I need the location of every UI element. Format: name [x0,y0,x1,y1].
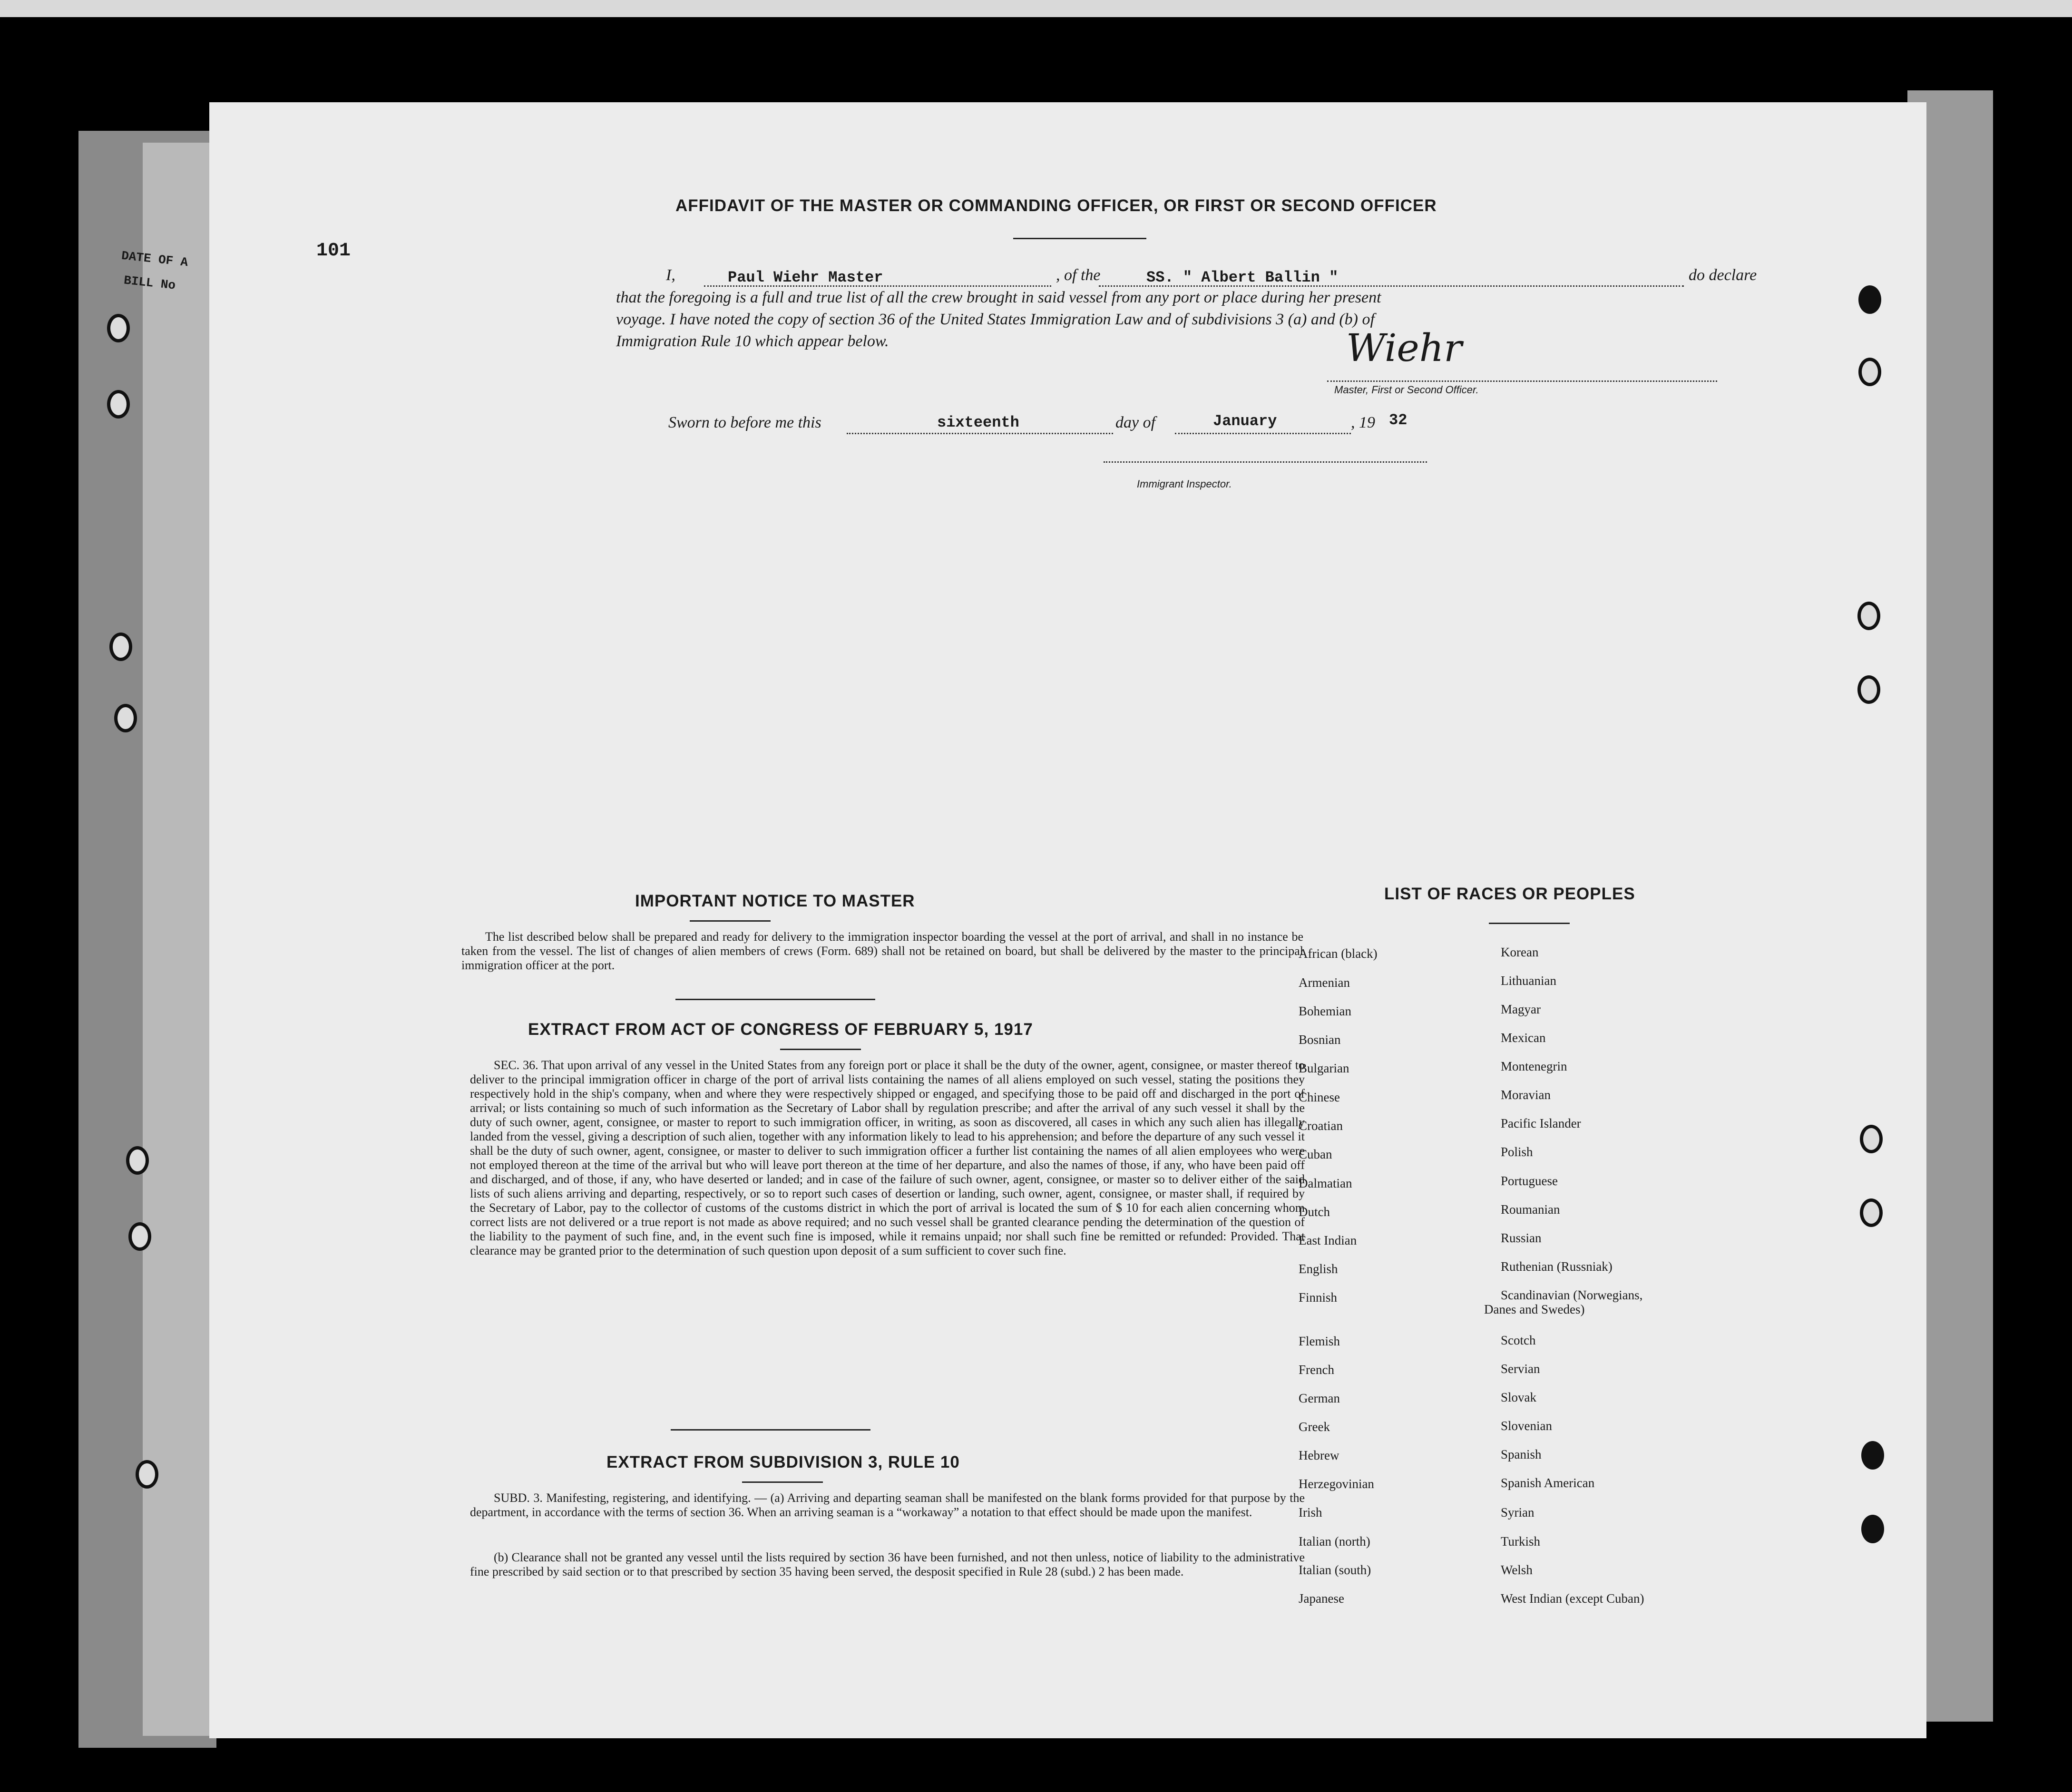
notice-title: IMPORTANT NOTICE TO MASTER [635,892,915,910]
race-item: Lithuanian [1501,974,1556,988]
race-item: Dalmatian [1299,1176,1352,1190]
race-item: Mexican [1501,1031,1546,1045]
race-item: Portuguese [1501,1174,1558,1188]
race-item: Chinese [1299,1090,1340,1104]
race-item: Polish [1501,1145,1533,1159]
race-item: West Indian (except Cuban) [1501,1591,1644,1606]
affidavit-title: AFFIDAVIT OF THE MASTER OR COMMANDING OFFICER, OR FIRST OR SECOND OFFICER [675,196,1437,215]
of-the-label: , of the [1056,266,1101,284]
binder-hole-icon [107,390,130,419]
name-value: Paul Wiehr Master [728,269,883,286]
race-item: East Indian [1299,1233,1357,1247]
binder-hole-icon [107,314,130,342]
race-item: Korean [1501,945,1539,959]
race-item: Bulgarian [1299,1061,1349,1075]
race-item: Russian [1501,1231,1542,1245]
extract-act-divider [671,1429,870,1431]
month-blank [1175,433,1351,434]
race-item: Italian (south) [1299,1563,1371,1577]
extract-act-underline [780,1049,861,1050]
binder-hole-icon [1858,358,1881,386]
binder-hole-icon [1857,602,1880,630]
extract-rule-para-b: (b) Clearance shall not be granted any vessel until the lists required by section 36 have been furnished, and not then unless, notice of liability to the administrative fine prescribed by said section or to that prescribed by section 35 having been served, the desposit specified in Rule 28 (subd.) 2 has been made. [470,1550,1305,1578]
race-item: Dutch [1299,1205,1330,1219]
race-item: Herzegovinian [1299,1477,1374,1491]
races-underline [1489,923,1570,924]
extract-act-title: EXTRACT FROM ACT OF CONGRESS OF FEBRUARY 5, 1917 [528,1020,1033,1039]
binder-hole-icon [1860,1198,1883,1227]
notice-underline [690,920,771,922]
race-item: Hebrew [1299,1448,1339,1462]
race-item: Pacific Islander [1501,1116,1581,1130]
sworn-label: Sworn to before me this [668,414,821,431]
margin-fragment-bill: BILL No [123,273,176,293]
race-item: Danes and Swedes) [1484,1302,1585,1316]
race-item: Bosnian [1299,1032,1341,1047]
race-item: Armenian [1299,975,1350,990]
race-item: Scotch [1501,1333,1536,1347]
month-value: January [1213,412,1277,430]
race-item: Roumanian [1501,1202,1560,1217]
binder-hole-icon [1860,1125,1883,1153]
affidavit-line-2: that the foregoing is a full and true list of all the crew brought in said vessel from any port or place during her present [616,289,1381,306]
day-blank [847,433,1113,434]
scanner-top-band [0,0,2072,17]
race-item: Greek [1299,1420,1330,1434]
race-item: Montenegrin [1501,1059,1567,1073]
inspector-line [1104,461,1427,463]
race-item: Spanish American [1501,1476,1595,1490]
race-item: Slovak [1501,1390,1537,1404]
race-item: Turkish [1501,1534,1541,1549]
vessel-value: SS. " Albert Ballin " [1146,269,1339,286]
race-item: Ruthenian (Russniak) [1501,1259,1613,1274]
day-of-label: day of [1115,414,1156,431]
race-item: Syrian [1501,1505,1534,1519]
inspector-caption: Immigrant Inspector. [1137,478,1232,490]
race-item: African (black) [1299,946,1378,961]
signature-caption: Master, First or Second Officer. [1334,384,1479,396]
race-item: Irish [1299,1505,1322,1519]
extract-rule-para-a: SUBD. 3. Manifesting, registering, and identifying. — (a) Arriving and departing seaman shall be manifested on the blank forms provided for that purpose by the department, in accordance with the terms of section 36. When an arriving seaman is a “workaway” a notation to that effect should be made upon the manifest. [470,1491,1305,1519]
year-prefix: , 19 [1351,414,1375,431]
race-item: English [1299,1262,1338,1276]
margin-fragment-date: DATE OF A [120,248,189,270]
binder-hole-icon [136,1460,158,1489]
binder-hole-icon [109,633,132,661]
race-item: Magyar [1501,1002,1541,1016]
affidavit-i-label: I, [666,266,675,284]
race-item: Bohemian [1299,1004,1351,1018]
master-signature: Wiehr [1346,326,1462,370]
year-value: 32 [1389,411,1407,429]
binder-hole-icon [114,704,137,732]
extract-rule-title: EXTRACT FROM SUBDIVISION 3, RULE 10 [606,1453,960,1471]
race-item: Moravian [1501,1088,1551,1102]
binder-hole-icon [1858,285,1881,314]
race-item: German [1299,1391,1340,1405]
signature-line [1327,380,1717,382]
extract-act-text: SEC. 36. That upon arrival of any vessel in the United States from any foreign port or place it shall be the duty of the owner, agent, consignee, or master thereof to deliver to the principal immigration officer in charge of the port of arrival lists containing the names of all aliens employed on such vessel, stating the positions they respectively hold in the ship's company, when and where they were respectively shipped or engaged, and specifying those to be paid off and discharged in the port of arrival; or lists containing so much of such information as the Secretary of Labor shall by regulation prescribe; and after the arrival of any such vessel it shall by the duty of such owner, agent, consignee, or master to report to such immigration officer, in writing, as soon as discovered, all cases in which any such alien has illegally landed from the vessel, giving a description of such alien, together with any information likely to lead to his apprehension; and before the departure of any such vessel it shall be the duty of such owner, agent, consignee, or master to deliver to such immigration officer a further list containing the names of all alien employees who were not employed thereon at the time of the arrival but who will leave port thereon at the time of her departure, and also the names of those, if any, who have been paid off and discharged, and of those, if any, who have deserted or landed; and in case of the failure of such owner, agent, consignee, or master so to deliver either of the said lists of such aliens arriving and departing, respectively, or so to report such cases of desertion or landing, such owner, agent, consignee, or master shall, if required by the Secretary of Labor, pay to the collector of customs of the customs district in which the port of arrival is located the sum of $ 10 for each alien concerning whom correct lists are not delivered or a true report is not made as above required; and no such vessel shall be granted clearance pending the determination of the question of the liability to the payment of such fine, and, in the event such fine is imposed, while it remains unpaid; nor shall such fine be remitted or refunded: Provided. That clearance may be granted prior to the determination of such question upon deposit of a sum sufficient to cover such fine. [470,1058,1305,1257]
race-item: Cuban [1299,1147,1332,1161]
notice-text: The list described below shall be prepared and ready for delivery to the immigration inspector boarding the vessel at the port of arrival, and shall in no instance be taken from the vessel. The list of changes of alien members of crews (Form. 689) shall not be retained on board, but shall be delivered by the master to the principal immigration officer at the port. [461,930,1303,972]
race-item: Spanish [1501,1447,1542,1461]
race-item: Italian (north) [1299,1534,1370,1549]
binder-hole-icon [1857,675,1880,704]
binder-hole-icon [1861,1441,1884,1470]
race-item: Croatian [1299,1119,1343,1133]
races-title: LIST OF RACES OR PEOPLES [1384,885,1635,903]
race-item: Finnish [1299,1290,1338,1305]
binder-hole-icon [128,1222,151,1251]
binder-hole-icon [126,1146,149,1175]
affidavit-page [209,102,1926,1738]
race-item: Welsh [1501,1563,1533,1577]
binder-hole-icon [1861,1515,1884,1543]
title-underline [1013,238,1146,239]
day-value: sixteenth [937,414,1019,431]
affidavit-line-4: Immigration Rule 10 which appear below. [616,332,889,350]
race-item: Servian [1501,1362,1540,1376]
race-item: Flemish [1299,1334,1340,1348]
race-item: Scandinavian (Norwegians, [1501,1288,1643,1302]
notice-divider [675,999,875,1000]
extract-rule-underline [742,1481,823,1483]
affidavit-line-3: voyage. I have noted the copy of section 36 of the United States Immigration Law and of subdivisions 3 (a) and (b) of [616,311,1375,328]
race-item: Japanese [1299,1591,1344,1606]
race-item: Slovenian [1501,1419,1552,1433]
do-declare-label: do declare [1689,266,1757,284]
race-item: French [1299,1363,1334,1377]
page-number-fragment: 101 [316,240,351,262]
